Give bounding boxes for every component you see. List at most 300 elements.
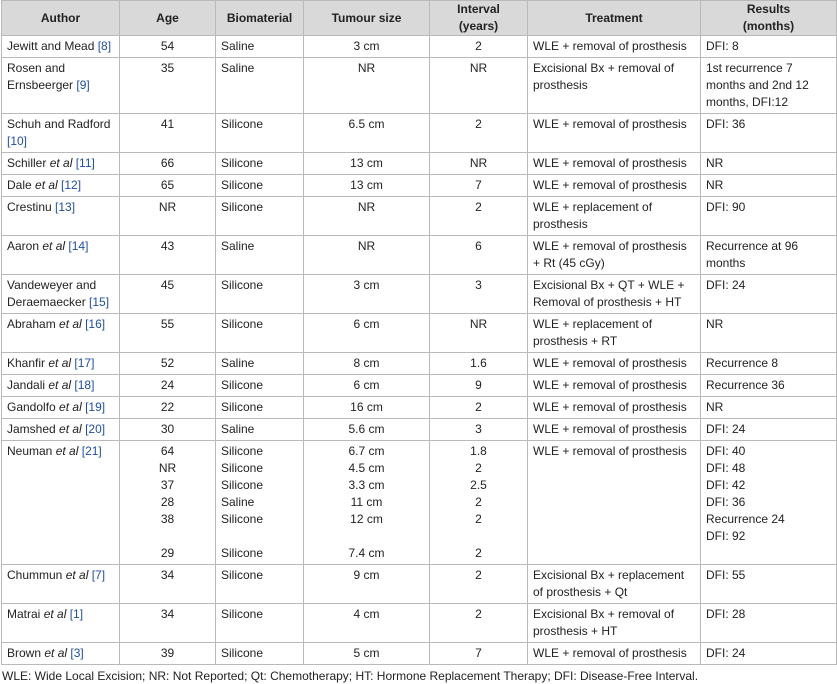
reference-link[interactable]: [13] <box>55 200 76 214</box>
age-cell <box>120 643 216 665</box>
interval-cell <box>430 643 528 665</box>
author-name: Khanfir <box>7 356 49 370</box>
results-cell <box>701 441 837 565</box>
age-value: 41 <box>160 117 175 131</box>
table-row <box>2 604 837 643</box>
age-cell <box>120 604 216 643</box>
results-cell <box>701 58 837 114</box>
author-name: Jandali <box>7 378 49 392</box>
biomaterial-cell <box>216 114 304 153</box>
results-value: DFI: 42 <box>706 478 746 492</box>
header-results: Results (months) <box>701 1 837 36</box>
age-value: 52 <box>160 356 175 370</box>
tumour-size-cell <box>304 36 430 58</box>
table-row <box>2 353 837 375</box>
interval-value <box>435 528 522 545</box>
biomaterial-cell <box>216 397 304 419</box>
biomaterial-value: Saline <box>221 61 255 75</box>
biomaterial-cell <box>216 275 304 314</box>
et-al: et al <box>35 178 58 192</box>
biomaterial-value: Silicone <box>221 646 264 660</box>
biomaterial-cell <box>216 375 304 397</box>
tumour-size-value: 9 cm <box>353 568 380 582</box>
treatment-cell: Excisional Bx + removal of prosthesis + HT <box>528 604 701 643</box>
interval-cell <box>430 114 528 153</box>
table-row <box>2 441 837 565</box>
tumour-size-cell <box>304 643 430 665</box>
table-row <box>2 197 837 236</box>
tumour-size-cell <box>304 197 430 236</box>
tumour-size-value: 13 cm <box>350 178 383 192</box>
author-cell <box>2 153 120 175</box>
author-name: Jewitt and Mead <box>7 39 98 53</box>
header-biomaterial: Biomaterial <box>216 1 304 36</box>
table-row <box>2 236 837 275</box>
interval-value: NR <box>469 317 488 331</box>
results-cell <box>701 175 837 197</box>
treatment-cell: WLE + removal of prosthesis <box>528 441 701 565</box>
author-name: Vandeweyer and Deraemaecker <box>7 278 97 309</box>
treatment-cell: WLE + removal of prosthesis <box>528 397 701 419</box>
biomaterial-cell <box>216 419 304 441</box>
reference-link[interactable]: [17] <box>74 356 95 370</box>
tumour-size-cell <box>304 353 430 375</box>
reference-link[interactable]: [20] <box>85 422 106 436</box>
interval-value: NR <box>469 61 488 75</box>
reference-link[interactable]: [12] <box>61 178 82 192</box>
author-name: Neuman <box>7 444 56 458</box>
tumour-size-cell <box>304 419 430 441</box>
results-value: DFI: 55 <box>706 568 746 582</box>
results-value: DFI: 36 <box>706 495 746 509</box>
table-row <box>2 314 837 353</box>
tumour-size-cell <box>304 604 430 643</box>
reference-link[interactable]: [15] <box>89 295 110 309</box>
age-value: 35 <box>160 61 175 75</box>
results-value: DFI: 8 <box>706 39 739 53</box>
biomaterial-cell <box>216 36 304 58</box>
interval-value: 2 <box>475 39 482 53</box>
et-al: et al <box>48 378 72 392</box>
age-value: 37 <box>160 478 175 492</box>
age-value: 34 <box>160 568 175 582</box>
interval-cell <box>430 375 528 397</box>
tumour-size-value: 4 cm <box>353 607 380 621</box>
interval-cell <box>430 419 528 441</box>
interval-cell <box>430 441 528 565</box>
results-value: DFI: 40 <box>706 444 746 458</box>
age-value: 29 <box>160 546 175 560</box>
results-cell <box>701 275 837 314</box>
tumour-size-cell <box>304 314 430 353</box>
reference-link[interactable]: [21] <box>81 444 102 458</box>
et-al: et al <box>59 317 82 331</box>
results-cell <box>701 236 837 275</box>
reference-link[interactable]: [10] <box>7 134 28 148</box>
table-row <box>2 58 837 114</box>
tumour-size-value: 3 cm <box>353 278 380 292</box>
treatment-cell: Excisional Bx + removal of prosthesis <box>528 58 701 114</box>
author-cell <box>2 314 120 353</box>
et-al: et al <box>65 568 89 582</box>
results-cell <box>701 375 837 397</box>
interval-value: 2 <box>475 461 482 475</box>
biomaterial-value: Silicone <box>221 156 264 170</box>
biomaterial-value: Silicone <box>221 317 264 331</box>
table-footnote: WLE: Wide Local Excision; NR: Not Reported; Qt: Chemotherapy; HT: Hormone Replacement Therapy; DFI: Disease-Free Interval. <box>2 669 699 683</box>
interval-value: NR <box>469 156 488 170</box>
interval-value: 2 <box>475 607 482 621</box>
biomaterial-cell <box>216 604 304 643</box>
biomaterial-cell <box>216 565 304 604</box>
interval-value: 2.5 <box>470 478 487 492</box>
interval-value: 7 <box>475 646 482 660</box>
results-cell <box>701 604 837 643</box>
interval-value: 1.8 <box>470 444 487 458</box>
age-value: 45 <box>160 278 175 292</box>
author-name: Crestinu <box>7 200 56 214</box>
table-row <box>2 419 837 441</box>
results-value: DFI: 92 <box>706 529 746 543</box>
interval-cell <box>430 353 528 375</box>
author-name: Matrai <box>7 607 44 621</box>
et-al: et al <box>59 422 82 436</box>
age-value: 34 <box>160 607 175 621</box>
age-cell <box>120 375 216 397</box>
tumour-size-value: 4.5 cm <box>348 461 385 475</box>
reference-link[interactable]: [9] <box>76 78 90 92</box>
tumour-size-value: 3.3 cm <box>348 478 385 492</box>
treatment-cell: WLE + removal of prosthesis <box>528 114 701 153</box>
tumour-size-cell <box>304 236 430 275</box>
reference-link[interactable]: [18] <box>74 378 95 392</box>
author-name: Rosen and Ernsbeerger <box>7 61 77 92</box>
age-cell <box>120 314 216 353</box>
table-row <box>2 114 837 153</box>
interval-cell <box>430 565 528 604</box>
treatment-cell: WLE + removal of prosthesis <box>528 153 701 175</box>
tumour-size-value: 13 cm <box>350 156 383 170</box>
header-age: Age <box>120 1 216 36</box>
author-cell <box>2 643 120 665</box>
treatment-cell: WLE + removal of prosthesis <box>528 419 701 441</box>
biomaterial-value: Silicone <box>221 178 264 192</box>
author-name: Schiller <box>7 156 50 170</box>
biomaterial-cell <box>216 314 304 353</box>
age-value: 24 <box>160 378 175 392</box>
reference-link[interactable]: [1] <box>69 607 84 621</box>
author-name: Chummun <box>7 568 66 582</box>
results-value: Recurrence at 96 months <box>706 239 799 270</box>
age-cell <box>120 441 216 565</box>
table-row <box>2 153 837 175</box>
biomaterial-cell <box>216 353 304 375</box>
age-cell <box>120 114 216 153</box>
author-cell <box>2 375 120 397</box>
interval-cell <box>430 36 528 58</box>
interval-value: 2 <box>475 568 482 582</box>
age-value: 54 <box>160 39 175 53</box>
biomaterial-value: Saline <box>221 239 255 253</box>
treatment-cell: WLE + removal of prosthesis <box>528 175 701 197</box>
interval-value: 2 <box>475 495 482 509</box>
author-name: Aaron <box>7 239 43 253</box>
reference-link[interactable]: [19] <box>85 400 106 414</box>
results-value: Recurrence 36 <box>706 378 785 392</box>
tumour-size-value: 12 cm <box>350 512 383 526</box>
interval-cell <box>430 58 528 114</box>
interval-cell <box>430 153 528 175</box>
interval-cell <box>430 275 528 314</box>
treatment-cell: Excisional Bx + QT + WLE + Removal of prosthesis + HT <box>528 275 701 314</box>
interval-cell <box>430 604 528 643</box>
tumour-size-value: 8 cm <box>353 356 380 370</box>
results-cell <box>701 36 837 58</box>
author-cell <box>2 36 120 58</box>
results-value: NR <box>706 317 724 331</box>
treatment-cell: WLE + removal of prosthesis <box>528 375 701 397</box>
author-cell <box>2 604 120 643</box>
interval-cell <box>430 175 528 197</box>
header-tumour-size: Tumour size <box>304 1 430 36</box>
tumour-size-value: 6 cm <box>353 317 380 331</box>
results-cell <box>701 114 837 153</box>
author-cell <box>2 58 120 114</box>
results-cell <box>701 153 837 175</box>
interval-cell <box>430 197 528 236</box>
interval-value: 3 <box>475 422 482 436</box>
results-value: DFI: 24 <box>706 646 746 660</box>
tumour-size-cell <box>304 114 430 153</box>
tumour-size-value: 11 cm <box>350 495 383 509</box>
age-cell <box>120 236 216 275</box>
reference-link[interactable]: [3] <box>70 646 84 660</box>
tumour-size-value: 6.7 cm <box>348 444 385 458</box>
et-al: et al <box>42 239 66 253</box>
results-cell <box>701 353 837 375</box>
interval-value: 7 <box>475 178 482 192</box>
age-value <box>125 528 210 545</box>
tumour-size-cell <box>304 153 430 175</box>
tumour-size-value <box>309 528 424 545</box>
treatment-cell: Excisional Bx + replacement of prosthesis + Qt <box>528 565 701 604</box>
biomaterial-value <box>221 528 298 545</box>
biomaterial-cell <box>216 236 304 275</box>
biomaterial-value: Silicone <box>221 444 264 458</box>
biomaterial-value: Silicone <box>221 200 264 214</box>
author-name: Gandolfo <box>7 400 60 414</box>
treatment-cell: WLE + replacement of prosthesis + RT <box>528 314 701 353</box>
biomaterial-value: Silicone <box>221 478 264 492</box>
et-al: et al <box>43 607 67 621</box>
age-value: 65 <box>160 178 175 192</box>
age-cell <box>120 197 216 236</box>
results-value: NR <box>706 400 724 414</box>
tumour-size-value: 5.6 cm <box>348 422 385 436</box>
header-interval: Interval (years) <box>430 1 528 36</box>
table-row <box>2 397 837 419</box>
tumour-size-cell <box>304 441 430 565</box>
author-cell <box>2 114 120 153</box>
results-value: 1st recurrence 7 months and 2nd 12 months, DFI:12 <box>706 61 809 109</box>
age-value: 28 <box>160 495 175 509</box>
age-cell <box>120 175 216 197</box>
interval-value: 1.6 <box>470 356 487 370</box>
age-cell <box>120 397 216 419</box>
tumour-size-value: 16 cm <box>350 400 383 414</box>
tumour-size-value: 6 cm <box>353 378 380 392</box>
table-row <box>2 565 837 604</box>
table-row <box>2 275 837 314</box>
interval-cell <box>430 236 528 275</box>
case-table <box>1 0 837 665</box>
age-cell <box>120 565 216 604</box>
tumour-size-cell <box>304 375 430 397</box>
age-cell <box>120 353 216 375</box>
tumour-size-cell <box>304 175 430 197</box>
tumour-size-value: NR <box>357 61 376 75</box>
biomaterial-value: Silicone <box>221 512 264 526</box>
author-cell <box>2 236 120 275</box>
reference-link[interactable]: [14] <box>68 239 89 253</box>
tumour-size-cell <box>304 397 430 419</box>
biomaterial-cell <box>216 175 304 197</box>
treatment-cell: WLE + removal of prosthesis <box>528 643 701 665</box>
author-name: Abraham <box>7 317 60 331</box>
biomaterial-value: Saline <box>221 422 255 436</box>
table-row <box>2 36 837 58</box>
table-header-row <box>2 1 837 36</box>
age-cell <box>120 419 216 441</box>
results-cell <box>701 643 837 665</box>
author-cell <box>2 397 120 419</box>
treatment-cell: WLE + removal of prosthesis <box>528 353 701 375</box>
header-author: Author <box>2 1 120 36</box>
biomaterial-value: Silicone <box>221 461 264 475</box>
age-value: 43 <box>160 239 175 253</box>
biomaterial-value: Saline <box>221 495 255 509</box>
treatment-cell: WLE + replacement of prosthesis <box>528 197 701 236</box>
results-value: Recurrence 8 <box>706 356 779 370</box>
treatment-cell: WLE + removal of prosthesis <box>528 36 701 58</box>
reference-link[interactable]: [7] <box>91 568 106 582</box>
interval-value: 3 <box>475 278 482 292</box>
biomaterial-value: Silicone <box>221 278 264 292</box>
age-value: NR <box>158 461 177 475</box>
age-value: 30 <box>160 422 175 436</box>
interval-value: 2 <box>475 546 482 560</box>
reference-link[interactable]: [11] <box>75 156 95 170</box>
tumour-size-value: 5 cm <box>353 646 380 660</box>
results-value: DFI: 24 <box>706 278 746 292</box>
interval-value: 2 <box>475 400 482 414</box>
author-cell <box>2 441 120 565</box>
results-cell <box>701 565 837 604</box>
age-value: 22 <box>160 400 175 414</box>
biomaterial-cell <box>216 153 304 175</box>
interval-value: 6 <box>475 239 482 253</box>
biomaterial-value: Saline <box>221 39 255 53</box>
table-row <box>2 643 837 665</box>
results-value: DFI: 48 <box>706 461 746 475</box>
author-cell <box>2 565 120 604</box>
results-cell <box>701 314 837 353</box>
reference-link[interactable]: [8] <box>97 39 112 53</box>
tumour-size-value: 3 cm <box>353 39 380 53</box>
author-name: Jamshed <box>7 422 60 436</box>
age-cell <box>120 36 216 58</box>
tumour-size-cell <box>304 565 430 604</box>
age-value: 64 <box>160 444 175 458</box>
biomaterial-cell <box>216 197 304 236</box>
tumour-size-value: NR <box>357 239 376 253</box>
biomaterial-value: Silicone <box>221 546 264 560</box>
et-al: et al <box>59 400 82 414</box>
author-name: Schuh and Radford <box>7 117 111 131</box>
author-cell <box>2 353 120 375</box>
author-name: Dale <box>7 178 36 192</box>
results-cell <box>701 419 837 441</box>
header-treatment: Treatment <box>528 1 701 36</box>
tumour-size-cell <box>304 275 430 314</box>
biomaterial-value: Silicone <box>221 378 264 392</box>
results-value: DFI: 36 <box>706 117 746 131</box>
author-cell <box>2 419 120 441</box>
et-al: et al <box>44 646 68 660</box>
interval-value: 2 <box>475 512 482 526</box>
biomaterial-value: Silicone <box>221 117 264 131</box>
et-al: et al <box>48 356 72 370</box>
biomaterial-value: Silicone <box>221 400 264 414</box>
treatment-cell: WLE + removal of prosthesis + Rt (45 cGy) <box>528 236 701 275</box>
biomaterial-value: Silicone <box>221 607 264 621</box>
biomaterial-value: Silicone <box>221 568 264 582</box>
age-cell <box>120 275 216 314</box>
biomaterial-cell <box>216 643 304 665</box>
tumour-size-cell <box>304 58 430 114</box>
interval-value: 9 <box>475 378 482 392</box>
results-cell <box>701 397 837 419</box>
results-value: Recurrence 24 <box>706 512 785 526</box>
interval-cell <box>430 314 528 353</box>
age-value: 55 <box>160 317 175 331</box>
table-row <box>2 175 837 197</box>
tumour-size-value: 6.5 cm <box>348 117 385 131</box>
biomaterial-cell <box>216 441 304 565</box>
results-cell <box>701 197 837 236</box>
results-value: DFI: 24 <box>706 422 746 436</box>
age-cell <box>120 58 216 114</box>
interval-value: 2 <box>475 200 482 214</box>
age-value: 66 <box>160 156 175 170</box>
author-cell <box>2 275 120 314</box>
table-body <box>2 36 837 665</box>
results-value: NR <box>706 156 724 170</box>
biomaterial-value: Saline <box>221 356 255 370</box>
results-value <box>706 545 831 562</box>
biomaterial-cell <box>216 58 304 114</box>
reference-link[interactable]: [16] <box>85 317 106 331</box>
interval-cell <box>430 397 528 419</box>
results-value: DFI: 90 <box>706 200 746 214</box>
age-value: 39 <box>160 646 175 660</box>
tumour-size-value: NR <box>357 200 376 214</box>
table-row <box>2 375 837 397</box>
age-value: NR <box>158 200 177 214</box>
author-cell <box>2 175 120 197</box>
author-name: Brown <box>7 646 45 660</box>
et-al: et al <box>55 444 79 458</box>
